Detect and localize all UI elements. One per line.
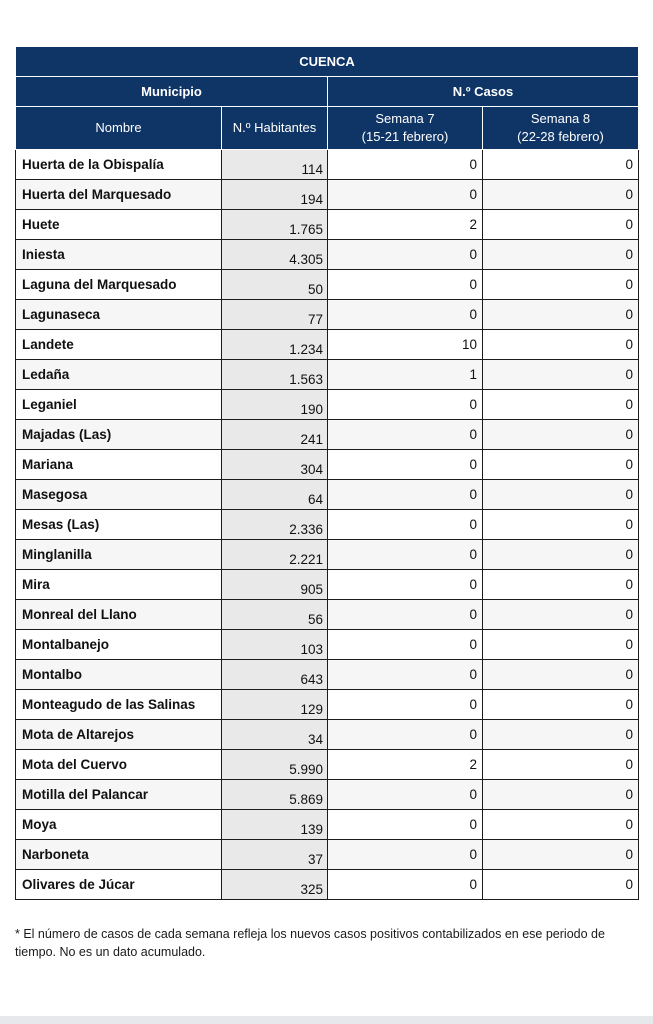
semana8-label: Semana 8 xyxy=(530,111,591,126)
table-row xyxy=(16,570,639,600)
page-bottom-edge xyxy=(0,1016,653,1024)
habitantes-value: 139 xyxy=(222,810,328,840)
semana8-cases: 0 xyxy=(483,630,639,660)
table-row xyxy=(16,780,639,810)
semana7-cases: 2 xyxy=(328,210,483,240)
semana8-cases: 0 xyxy=(483,480,639,510)
semana7-cases: 2 xyxy=(328,750,483,780)
habitantes-value: 2.336 xyxy=(222,510,328,540)
municipio-name: Olivares de Júcar xyxy=(16,870,222,900)
semana8-cases: 0 xyxy=(483,780,639,810)
municipio-name: Monteagudo de las Salinas xyxy=(16,690,222,720)
semana8-cases: 0 xyxy=(483,450,639,480)
municipio-name: Moya xyxy=(16,810,222,840)
footnote: * El número de casos de cada semana refleja los nuevos casos positivos contabilizados en ese periodo de tiempo. No es un dato acumulado. xyxy=(15,927,605,959)
habitantes-value: 103 xyxy=(222,630,328,660)
municipio-name: Mesas (Las) xyxy=(16,510,222,540)
municipio-name: Mota de Altarejos xyxy=(16,720,222,750)
semana8-cases: 0 xyxy=(483,240,639,270)
semana8-cases: 0 xyxy=(483,360,639,390)
semana7-cases: 0 xyxy=(328,480,483,510)
table-row xyxy=(16,810,639,840)
semana7-cases: 0 xyxy=(328,870,483,900)
table-row xyxy=(16,300,639,330)
semana7-cases: 0 xyxy=(328,510,483,540)
municipio-name: Majadas (Las) xyxy=(16,420,222,450)
municipio-name: Montalbo xyxy=(16,660,222,690)
semana7-cases: 0 xyxy=(328,720,483,750)
semana8-cases: 0 xyxy=(483,690,639,720)
semana8-cases: 0 xyxy=(483,660,639,690)
semana8-cases: 0 xyxy=(483,720,639,750)
table-row xyxy=(16,330,639,360)
semana7-cases: 0 xyxy=(328,240,483,270)
habitantes-value: 2.221 xyxy=(222,540,328,570)
municipio-name: Ledaña xyxy=(16,360,222,390)
semana8-cases: 0 xyxy=(483,180,639,210)
semana8-cases: 0 xyxy=(483,750,639,780)
table-row xyxy=(16,690,639,720)
semana8-cases: 0 xyxy=(483,810,639,840)
column-header-semana7 xyxy=(328,107,483,150)
semana7-cases: 0 xyxy=(328,690,483,720)
habitantes-value: 64 xyxy=(222,480,328,510)
semana7-cases: 0 xyxy=(328,570,483,600)
table-row xyxy=(16,360,639,390)
table-row xyxy=(16,150,639,180)
habitantes-value: 1.234 xyxy=(222,330,328,360)
table-row xyxy=(16,540,639,570)
semana7-cases: 0 xyxy=(328,450,483,480)
semana7-dates: (15-21 febrero) xyxy=(361,129,449,144)
habitantes-value: 643 xyxy=(222,660,328,690)
table-row xyxy=(16,750,639,780)
table-row xyxy=(16,210,639,240)
municipio-name: Iniesta xyxy=(16,240,222,270)
semana8-cases: 0 xyxy=(483,840,639,870)
semana7-cases: 0 xyxy=(328,630,483,660)
table-row xyxy=(16,510,639,540)
semana8-cases: 0 xyxy=(483,330,639,360)
municipio-name: Huerta de la Obispalía xyxy=(16,150,222,180)
habitantes-value: 5.869 xyxy=(222,780,328,810)
habitantes-value: 241 xyxy=(222,420,328,450)
table-row xyxy=(16,420,639,450)
habitantes-value: 5.990 xyxy=(222,750,328,780)
group-header-municipio: Municipio xyxy=(16,77,328,107)
municipio-name: Montalbanejo xyxy=(16,630,222,660)
municipio-name: Laguna del Marquesado xyxy=(16,270,222,300)
semana7-cases: 0 xyxy=(328,840,483,870)
habitantes-value: 4.305 xyxy=(222,240,328,270)
municipio-name: Masegosa xyxy=(16,480,222,510)
table-row xyxy=(16,870,639,900)
province-title: CUENCA xyxy=(16,47,639,77)
habitantes-value: 34 xyxy=(222,720,328,750)
table-row xyxy=(16,480,639,510)
habitantes-value: 50 xyxy=(222,270,328,300)
column-header-semana8 xyxy=(483,107,639,150)
table-row xyxy=(16,600,639,630)
habitantes-value: 905 xyxy=(222,570,328,600)
municipio-name: Motilla del Palancar xyxy=(16,780,222,810)
habitantes-value: 304 xyxy=(222,450,328,480)
semana8-cases: 0 xyxy=(483,210,639,240)
semana7-cases: 10 xyxy=(328,330,483,360)
table-row xyxy=(16,390,639,420)
semana7-cases: 0 xyxy=(328,600,483,630)
habitantes-value: 129 xyxy=(222,690,328,720)
group-header-casos: N.º Casos xyxy=(328,77,639,107)
semana7-cases: 0 xyxy=(328,390,483,420)
habitantes-value: 37 xyxy=(222,840,328,870)
habitantes-value: 77 xyxy=(222,300,328,330)
table-row xyxy=(16,660,639,690)
semana8-cases: 0 xyxy=(483,150,639,180)
habitantes-value: 1.563 xyxy=(222,360,328,390)
table-row xyxy=(16,450,639,480)
semana7-cases: 0 xyxy=(328,180,483,210)
table-body xyxy=(16,150,639,900)
table-row xyxy=(16,180,639,210)
semana8-cases: 0 xyxy=(483,870,639,900)
semana7-cases: 0 xyxy=(328,810,483,840)
semana8-cases: 0 xyxy=(483,540,639,570)
semana7-cases: 0 xyxy=(328,300,483,330)
habitantes-value: 56 xyxy=(222,600,328,630)
habitantes-value: 194 xyxy=(222,180,328,210)
semana8-dates: (22-28 febrero) xyxy=(517,129,604,144)
semana8-cases: 0 xyxy=(483,420,639,450)
semana7-cases: 0 xyxy=(328,420,483,450)
municipio-name: Leganiel xyxy=(16,390,222,420)
habitantes-value: 1.765 xyxy=(222,210,328,240)
column-header-habitantes: N.º Habitantes xyxy=(222,107,328,150)
table-row xyxy=(16,630,639,660)
municipio-name: Landete xyxy=(16,330,222,360)
semana8-cases: 0 xyxy=(483,270,639,300)
habitantes-value: 114 xyxy=(222,150,328,180)
municipio-name: Mira xyxy=(16,570,222,600)
municipio-name: Minglanilla xyxy=(16,540,222,570)
municipio-name: Huerta del Marquesado xyxy=(16,180,222,210)
table-row xyxy=(16,720,639,750)
table-row xyxy=(16,270,639,300)
semana8-cases: 0 xyxy=(483,510,639,540)
semana8-cases: 0 xyxy=(483,300,639,330)
municipio-name: Mota del Cuervo xyxy=(16,750,222,780)
semana7-cases: 0 xyxy=(328,270,483,300)
semana8-cases: 0 xyxy=(483,600,639,630)
semana7-cases: 0 xyxy=(328,780,483,810)
semana8-cases: 0 xyxy=(483,390,639,420)
habitantes-value: 325 xyxy=(222,870,328,900)
municipio-name: Narboneta xyxy=(16,840,222,870)
table-row xyxy=(16,240,639,270)
table-row xyxy=(16,840,639,870)
municipio-name: Mariana xyxy=(16,450,222,480)
semana7-cases: 0 xyxy=(328,540,483,570)
column-header-nombre: Nombre xyxy=(16,107,222,150)
municipio-name: Monreal del Llano xyxy=(16,600,222,630)
cases-table xyxy=(15,46,639,900)
municipio-name: Huete xyxy=(16,210,222,240)
semana7-cases: 0 xyxy=(328,660,483,690)
semana7-label: Semana 7 xyxy=(375,111,435,126)
habitantes-value: 190 xyxy=(222,390,328,420)
semana7-cases: 1 xyxy=(328,360,483,390)
semana7-cases: 0 xyxy=(328,150,483,180)
semana8-cases: 0 xyxy=(483,570,639,600)
municipio-name: Lagunaseca xyxy=(16,300,222,330)
